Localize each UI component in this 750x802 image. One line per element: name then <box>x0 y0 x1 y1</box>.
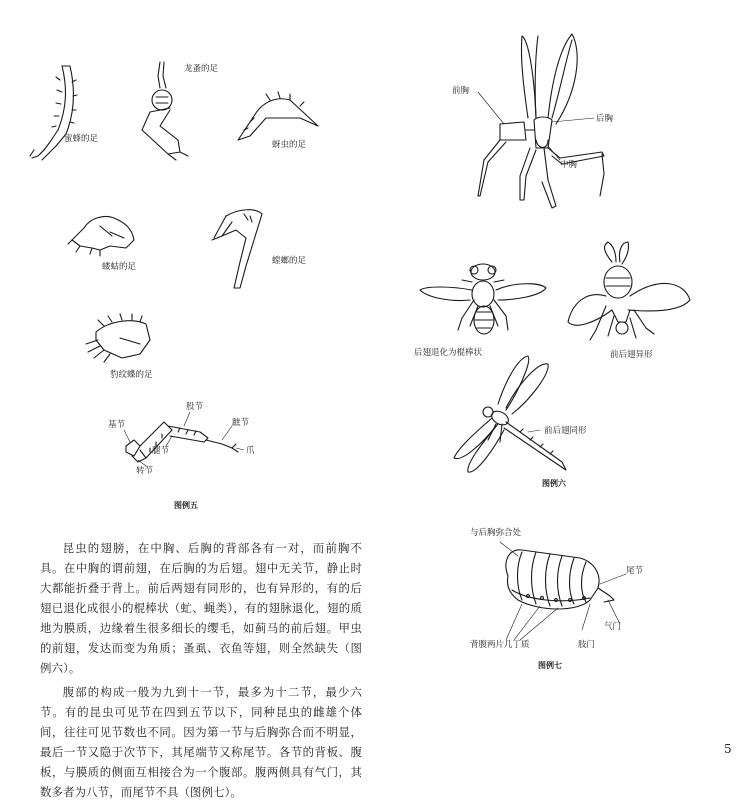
label-spiracle: 气门 <box>604 622 622 632</box>
leg-structure-drawing <box>126 422 238 462</box>
label-same-wings: 前后翅同形 <box>544 426 587 436</box>
label-butterfly-leg: 豹纹蝶的足 <box>110 370 153 380</box>
label-tibia: 腿节 <box>152 446 170 456</box>
label-mole-cricket-leg: 蝼蛄的足 <box>102 262 137 272</box>
label-femur: 股节 <box>186 402 204 412</box>
label-coxa: 基节 <box>108 420 126 430</box>
label-claw: 爪 <box>246 446 255 456</box>
label-mantis-leg: 螳螂的足 <box>272 256 307 266</box>
label-grasshopper-leg: 蚜虫的足 <box>272 140 307 150</box>
label-tail: 尾节 <box>626 566 644 576</box>
label-anus: 肢门 <box>578 640 596 650</box>
label-different-wings: 前后翅异形 <box>610 350 653 360</box>
label-haltere: 后翅退化为棍棒状 <box>414 348 483 358</box>
mantis-leg-drawing <box>212 210 262 288</box>
dragonfly-drawing <box>454 356 566 472</box>
label-bee-leg: 蜜蜂的足 <box>64 134 99 144</box>
paragraph-wings: 昆虫的翅膀，在中胸、后胸的背部各有一对，而前胸不具。在中胸的谓前翅，在后胸的为后翅。翅中无关节，静止时大都能折叠于背上。前后两翅有同形的，也有异形的，有的后翅已退化成很小的棍棒状（虻、蝇类），有的翅脉退化，翅的质地为膜质，边缘着生很多细长的缨毛，如蓟马的前后翅。甲虫的前翅，发达而变为角质；蚤虱、衣鱼等翅，则全然缺失（图例六）。 <box>40 541 362 675</box>
abdomen-drawing <box>506 550 614 609</box>
mole-cricket-leg-drawing <box>68 216 134 256</box>
figure6-leaders-2 <box>528 430 540 432</box>
label-joint: 与后胸弥合处 <box>470 528 522 538</box>
figure5-caption: 图例五 <box>174 501 198 510</box>
grasshopper-leg-drawing <box>238 92 318 140</box>
flea-leg-drawing <box>142 62 188 160</box>
page-number: 5 <box>724 742 732 756</box>
mantis-insect-drawing <box>478 34 604 208</box>
label-plates: 背腹两片几丁质 <box>470 640 530 650</box>
label-tarsus: 蹠节 <box>232 418 250 428</box>
beetle-drawing <box>568 242 690 340</box>
label-metathorax: 后胸 <box>596 114 614 124</box>
label-trochanter: 转节 <box>136 466 154 476</box>
figure6-caption: 图例六 <box>542 479 566 488</box>
bee-leg-drawing <box>30 66 77 160</box>
paragraph-abdomen: 腹部的构成一般为九到十一节，最多为十二节，最少六节。有的昆虫可见节在四到五节以下，同种昆虫的雌雄个体间，往往可见节数也不同。因为第一节与后胸弥合而不明显，最后一节又隐于次节下，其尾端节又称尾节。各节的背板、腹板，与膜质的侧面互相接合为一个腹部。腹两侧具有气门，其数多者为八节，而尾节不具（图例七）。 <box>40 685 362 799</box>
label-mesothorax: 中胸 <box>560 160 578 170</box>
label-flea-leg: 龙蚤的足 <box>184 64 219 74</box>
body-text <box>40 538 362 802</box>
figure7-caption: 图例七 <box>538 661 562 670</box>
fly-drawing <box>420 264 546 334</box>
label-prothorax: 前胸 <box>452 86 470 96</box>
butterfly-leg-drawing <box>86 314 150 362</box>
